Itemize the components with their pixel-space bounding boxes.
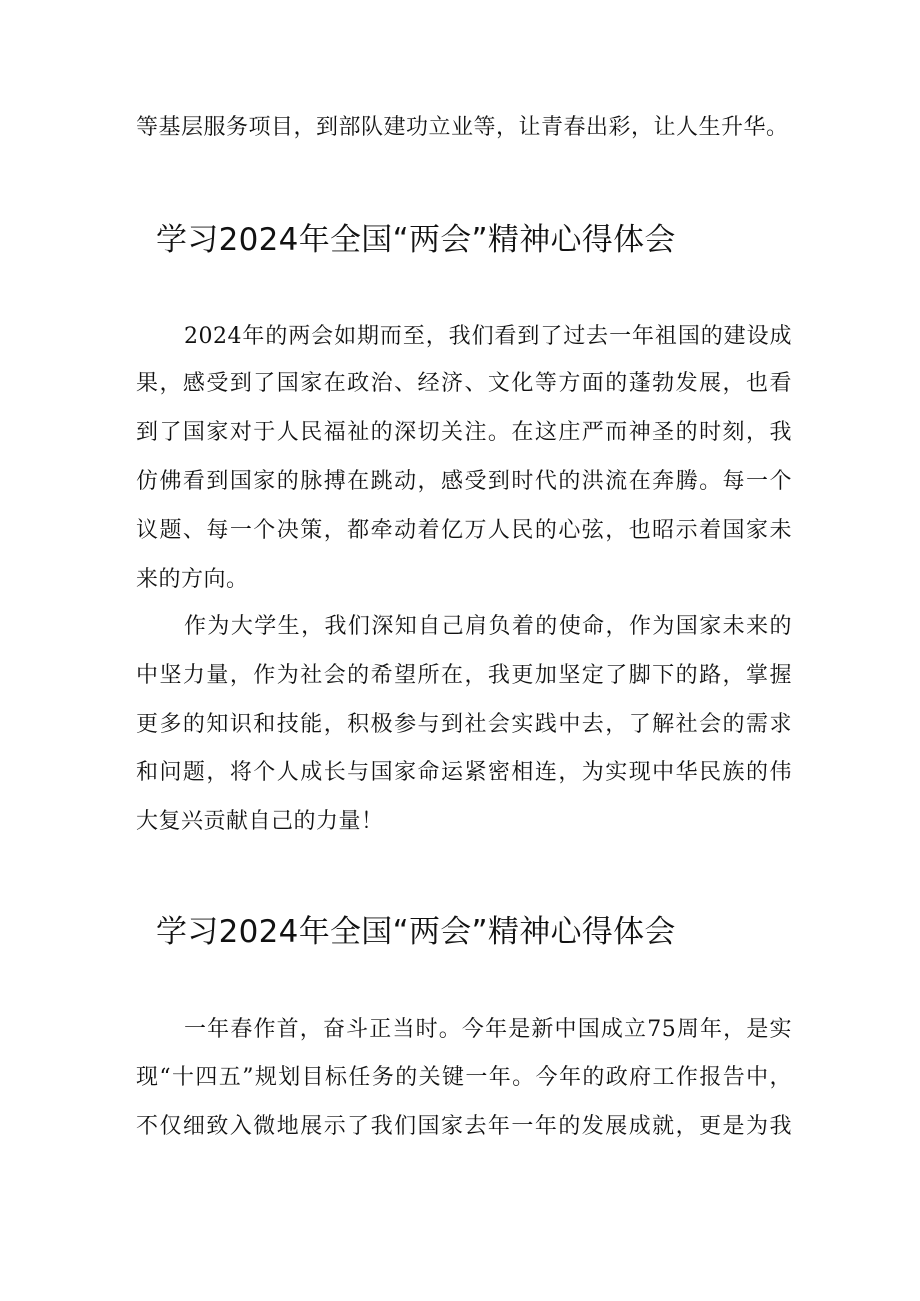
paragraph-line: 作为大学生，我们深知自己肩负着的使命，作为国家未来的: [184, 614, 792, 639]
paragraph-line: 来的方向。: [136, 567, 249, 592]
paragraph-line: 议题、每一个决策，都牵动着亿万人民的心弦，也昭示着国家未: [136, 518, 792, 543]
paragraph-line: 仿佛看到国家的脉搏在跳动，感受到时代的洪流在奔腾。每一个: [136, 469, 792, 494]
section-title: 学习2024年全国“两会”精神心得体会: [156, 222, 676, 258]
paragraph-line: 不仅细致入微地展示了我们国家去年一年的发展成就，更是为我: [136, 1114, 792, 1139]
paragraph-line: 一年春作首，奋斗正当时。今年是新中国成立75周年，是实: [184, 1017, 792, 1042]
paragraph-line: 2024年的两会如期而至，我们看到了过去一年祖国的建设成: [184, 324, 792, 349]
paragraph-line: 大复兴贡献自己的力量！: [136, 809, 384, 834]
paragraph-line: 果，感受到了国家在政治、经济、文化等方面的蓬勃发展，也看: [136, 371, 792, 396]
paragraph-line: 等基层服务项目，到部队建功立业等，让青春出彩，让人生升华。: [136, 115, 789, 140]
paragraph-line: 到了国家对于人民福祉的深切关注。在这庄严而神圣的时刻，我: [136, 420, 792, 445]
section-title: 学习2024年全国“两会”精神心得体会: [156, 914, 676, 950]
paragraph-line: 和问题，将个人成长与国家命运紧密相连，为实现中华民族的伟: [136, 760, 792, 785]
paragraph-line: 更多的知识和技能，积极参与到社会实践中去，了解社会的需求: [136, 712, 792, 737]
paragraph-line: 中坚力量，作为社会的希望所在，我更加坚定了脚下的路，掌握: [136, 663, 792, 688]
paragraph-line: 现“十四五”规划目标任务的关键一年。今年的政府工作报告中，: [136, 1065, 792, 1090]
